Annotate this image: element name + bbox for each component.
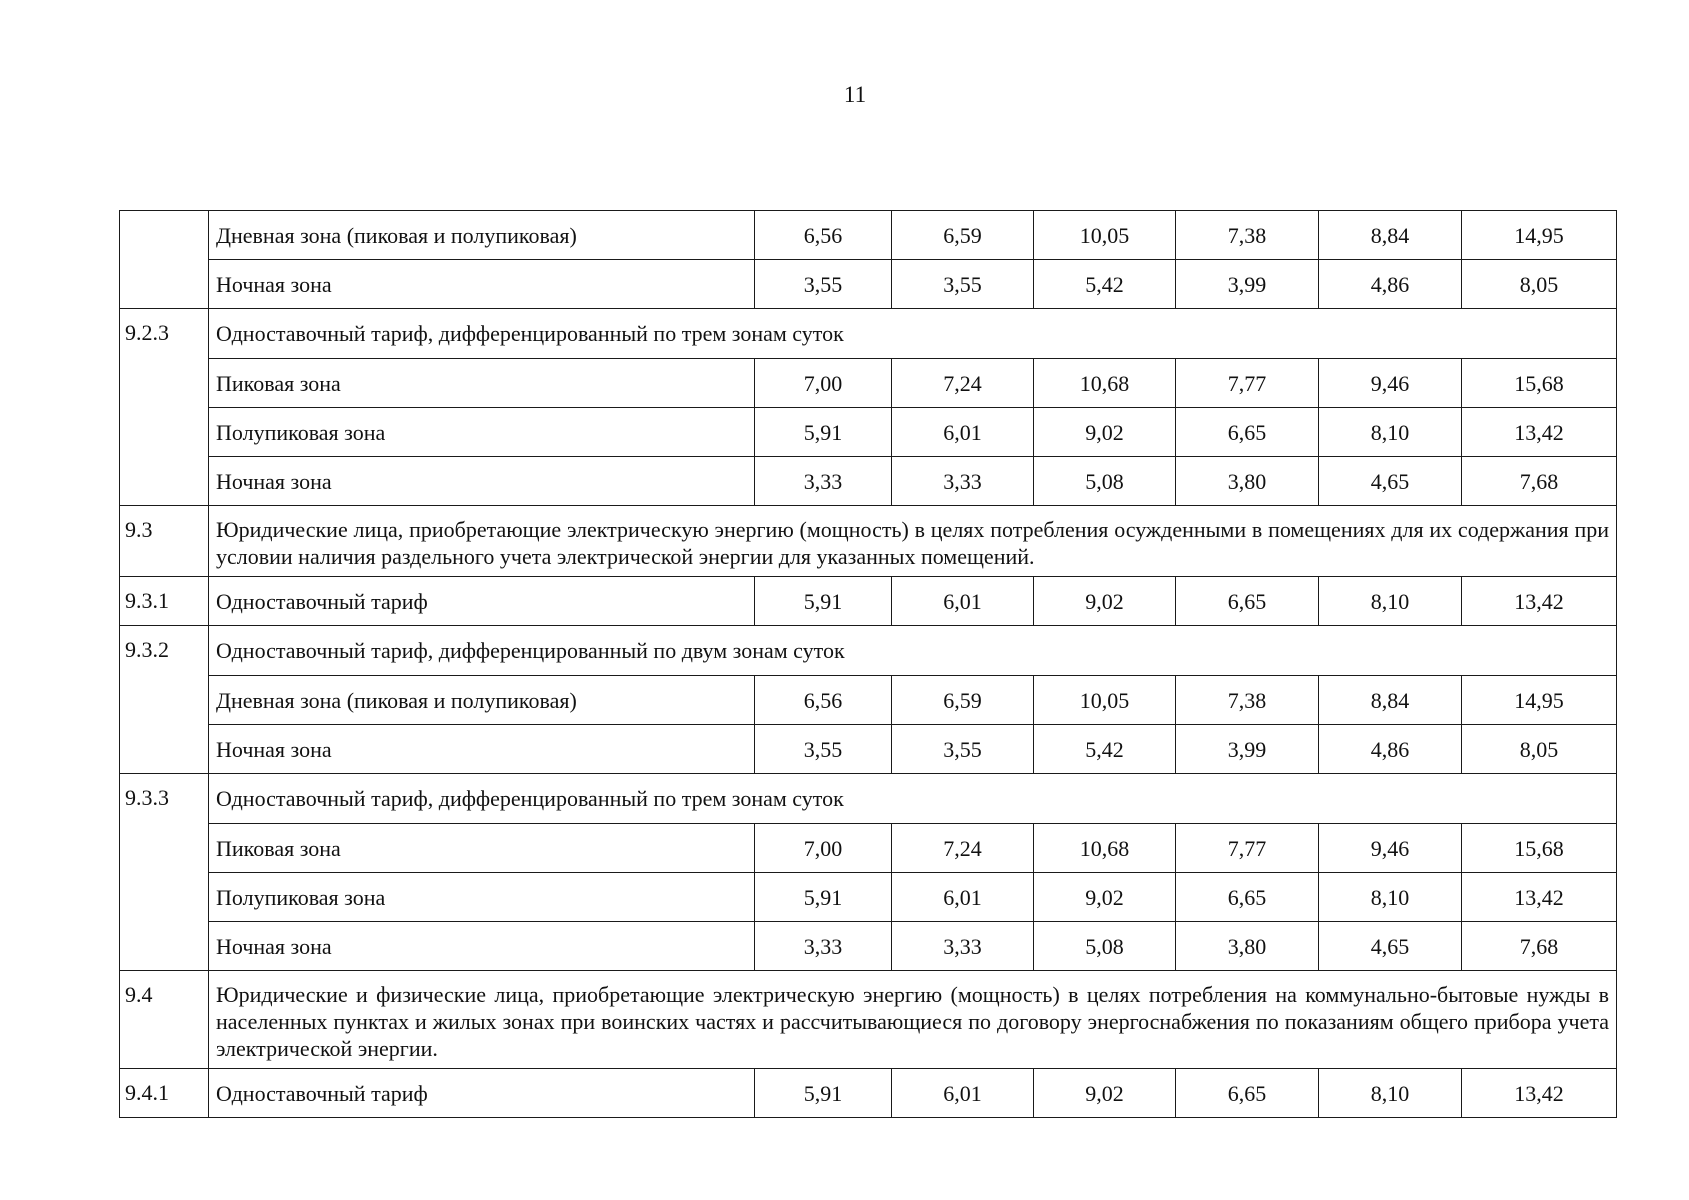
row-number-cell: 9.3 (120, 506, 209, 577)
tariff-value-cell: 7,00 (755, 824, 892, 873)
table-row (120, 408, 1617, 457)
row-label-cell: Пиковая зона (209, 824, 755, 873)
section-header-cell: Одноставочный тариф, дифференцированный по двум зонам суток (209, 626, 1617, 676)
tariff-value-cell: 7,24 (892, 824, 1034, 873)
table-row (120, 774, 1617, 824)
table-row (120, 506, 1617, 577)
tariff-value-cell: 7,38 (1176, 676, 1319, 725)
tariff-value-cell: 5,08 (1034, 457, 1176, 506)
row-number-cell: 9.3.2 (120, 626, 209, 774)
tariff-value-cell: 9,02 (1034, 577, 1176, 626)
tariff-value-cell: 9,02 (1034, 873, 1176, 922)
tariff-value-cell: 6,65 (1176, 1069, 1319, 1118)
row-label-cell: Ночная зона (209, 922, 755, 971)
table-row (120, 309, 1617, 359)
tariff-value-cell: 7,68 (1462, 922, 1617, 971)
row-label-cell: Одноставочный тариф (209, 1069, 755, 1118)
tariff-value-cell: 4,86 (1319, 725, 1462, 774)
tariff-value-cell: 6,01 (892, 1069, 1034, 1118)
category-description-cell: Юридические и физические лица, приобретающие электрическую энергию (мощность) в целях потребления на коммунально-бытовые нужды в населенных пунктах и жилых зонах при воинских частях и рассчитывающиеся по договору энергоснабжения по показаниям общего прибора учета электрической энергии. (209, 971, 1617, 1069)
tariff-value-cell: 7,24 (892, 359, 1034, 408)
tariff-value-cell: 5,91 (755, 577, 892, 626)
tariff-value-cell: 15,68 (1462, 824, 1617, 873)
tariff-value-cell: 5,91 (755, 408, 892, 457)
tariff-value-cell: 3,99 (1176, 725, 1319, 774)
row-number-cell: 9.4 (120, 971, 209, 1069)
section-header-cell: Одноставочный тариф, дифференцированный по трем зонам суток (209, 309, 1617, 359)
category-description-cell: Юридические лица, приобретающие электрическую энергию (мощность) в целях потребления осужденными в помещениях для их содержания при условии наличия раздельного учета электрической энергии для указанных помещений. (209, 506, 1617, 577)
table-body (120, 211, 1617, 1118)
tariff-value-cell: 6,65 (1176, 873, 1319, 922)
tariff-value-cell: 13,42 (1462, 873, 1617, 922)
tariff-value-cell: 3,55 (755, 260, 892, 309)
tariff-value-cell: 3,80 (1176, 457, 1319, 506)
tariff-value-cell: 3,33 (755, 922, 892, 971)
tariff-value-cell: 10,05 (1034, 676, 1176, 725)
tariff-value-cell: 13,42 (1462, 577, 1617, 626)
tariff-value-cell: 4,65 (1319, 922, 1462, 971)
tariff-value-cell: 14,95 (1462, 676, 1617, 725)
tariff-value-cell: 3,33 (892, 457, 1034, 506)
tariff-value-cell: 3,55 (755, 725, 892, 774)
tariff-value-cell: 4,65 (1319, 457, 1462, 506)
table-row (120, 577, 1617, 626)
tariff-value-cell: 10,68 (1034, 359, 1176, 408)
row-label-cell: Ночная зона (209, 260, 755, 309)
table-row (120, 873, 1617, 922)
tariff-value-cell: 8,05 (1462, 725, 1617, 774)
row-label-cell: Дневная зона (пиковая и полупиковая) (209, 211, 755, 260)
table-row (120, 725, 1617, 774)
tariff-value-cell: 5,91 (755, 873, 892, 922)
row-label-cell: Дневная зона (пиковая и полупиковая) (209, 676, 755, 725)
table-row (120, 824, 1617, 873)
tariff-value-cell: 6,01 (892, 873, 1034, 922)
tariff-value-cell: 6,01 (892, 408, 1034, 457)
table-row (120, 1069, 1617, 1118)
tariff-value-cell: 9,46 (1319, 824, 1462, 873)
tariff-value-cell: 8,84 (1319, 211, 1462, 260)
row-number-cell: 9.3.1 (120, 577, 209, 626)
row-number-cell: 9.3.3 (120, 774, 209, 971)
table-row (120, 359, 1617, 408)
page-number: 11 (843, 82, 867, 107)
row-label-cell: Одноставочный тариф (209, 577, 755, 626)
tariff-value-cell: 7,38 (1176, 211, 1319, 260)
tariff-value-cell: 9,02 (1034, 1069, 1176, 1118)
tariff-value-cell: 5,91 (755, 1069, 892, 1118)
table-row (120, 676, 1617, 725)
tariff-value-cell: 6,56 (755, 676, 892, 725)
table-row (120, 260, 1617, 309)
tariff-value-cell: 7,77 (1176, 824, 1319, 873)
tariff-value-cell: 3,55 (892, 725, 1034, 774)
tariff-value-cell: 13,42 (1462, 1069, 1617, 1118)
section-header-cell: Одноставочный тариф, дифференцированный по трем зонам суток (209, 774, 1617, 824)
tariff-value-cell: 4,86 (1319, 260, 1462, 309)
tariff-value-cell: 9,46 (1319, 359, 1462, 408)
row-number-cell (120, 211, 209, 309)
tariff-value-cell: 7,77 (1176, 359, 1319, 408)
tariff-value-cell: 8,10 (1319, 1069, 1462, 1118)
row-number-cell: 9.4.1 (120, 1069, 209, 1118)
tariff-value-cell: 14,95 (1462, 211, 1617, 260)
tariff-value-cell: 8,10 (1319, 577, 1462, 626)
tariff-value-cell: 5,42 (1034, 260, 1176, 309)
tariff-value-cell: 10,68 (1034, 824, 1176, 873)
tariff-value-cell: 5,42 (1034, 725, 1176, 774)
tariff-value-cell: 7,68 (1462, 457, 1617, 506)
tariff-value-cell: 9,02 (1034, 408, 1176, 457)
tariff-value-cell: 6,65 (1176, 408, 1319, 457)
tariff-value-cell: 10,05 (1034, 211, 1176, 260)
table-row (120, 457, 1617, 506)
tariff-value-cell: 3,55 (892, 260, 1034, 309)
row-label-cell: Пиковая зона (209, 359, 755, 408)
table-row (120, 922, 1617, 971)
tariff-value-cell: 8,05 (1462, 260, 1617, 309)
tariff-value-cell: 15,68 (1462, 359, 1617, 408)
row-number-cell: 9.2.3 (120, 309, 209, 506)
row-label-cell: Ночная зона (209, 725, 755, 774)
tariff-value-cell: 13,42 (1462, 408, 1617, 457)
tariff-value-cell: 7,00 (755, 359, 892, 408)
tariff-value-cell: 6,56 (755, 211, 892, 260)
table-row (120, 626, 1617, 676)
tariff-value-cell: 6,01 (892, 577, 1034, 626)
tariff-value-cell: 3,33 (755, 457, 892, 506)
row-label-cell: Ночная зона (209, 457, 755, 506)
tariff-value-cell: 6,59 (892, 676, 1034, 725)
tariff-value-cell: 3,33 (892, 922, 1034, 971)
tariff-value-cell: 3,99 (1176, 260, 1319, 309)
tariff-value-cell: 8,84 (1319, 676, 1462, 725)
tariff-value-cell: 6,59 (892, 211, 1034, 260)
tariff-value-cell: 5,08 (1034, 922, 1176, 971)
table-row (120, 211, 1617, 260)
tariff-value-cell: 3,80 (1176, 922, 1319, 971)
tariff-table (119, 210, 1617, 1118)
tariff-value-cell: 8,10 (1319, 873, 1462, 922)
table-row (120, 971, 1617, 1069)
row-label-cell: Полупиковая зона (209, 873, 755, 922)
tariff-value-cell: 8,10 (1319, 408, 1462, 457)
row-label-cell: Полупиковая зона (209, 408, 755, 457)
tariff-value-cell: 6,65 (1176, 577, 1319, 626)
